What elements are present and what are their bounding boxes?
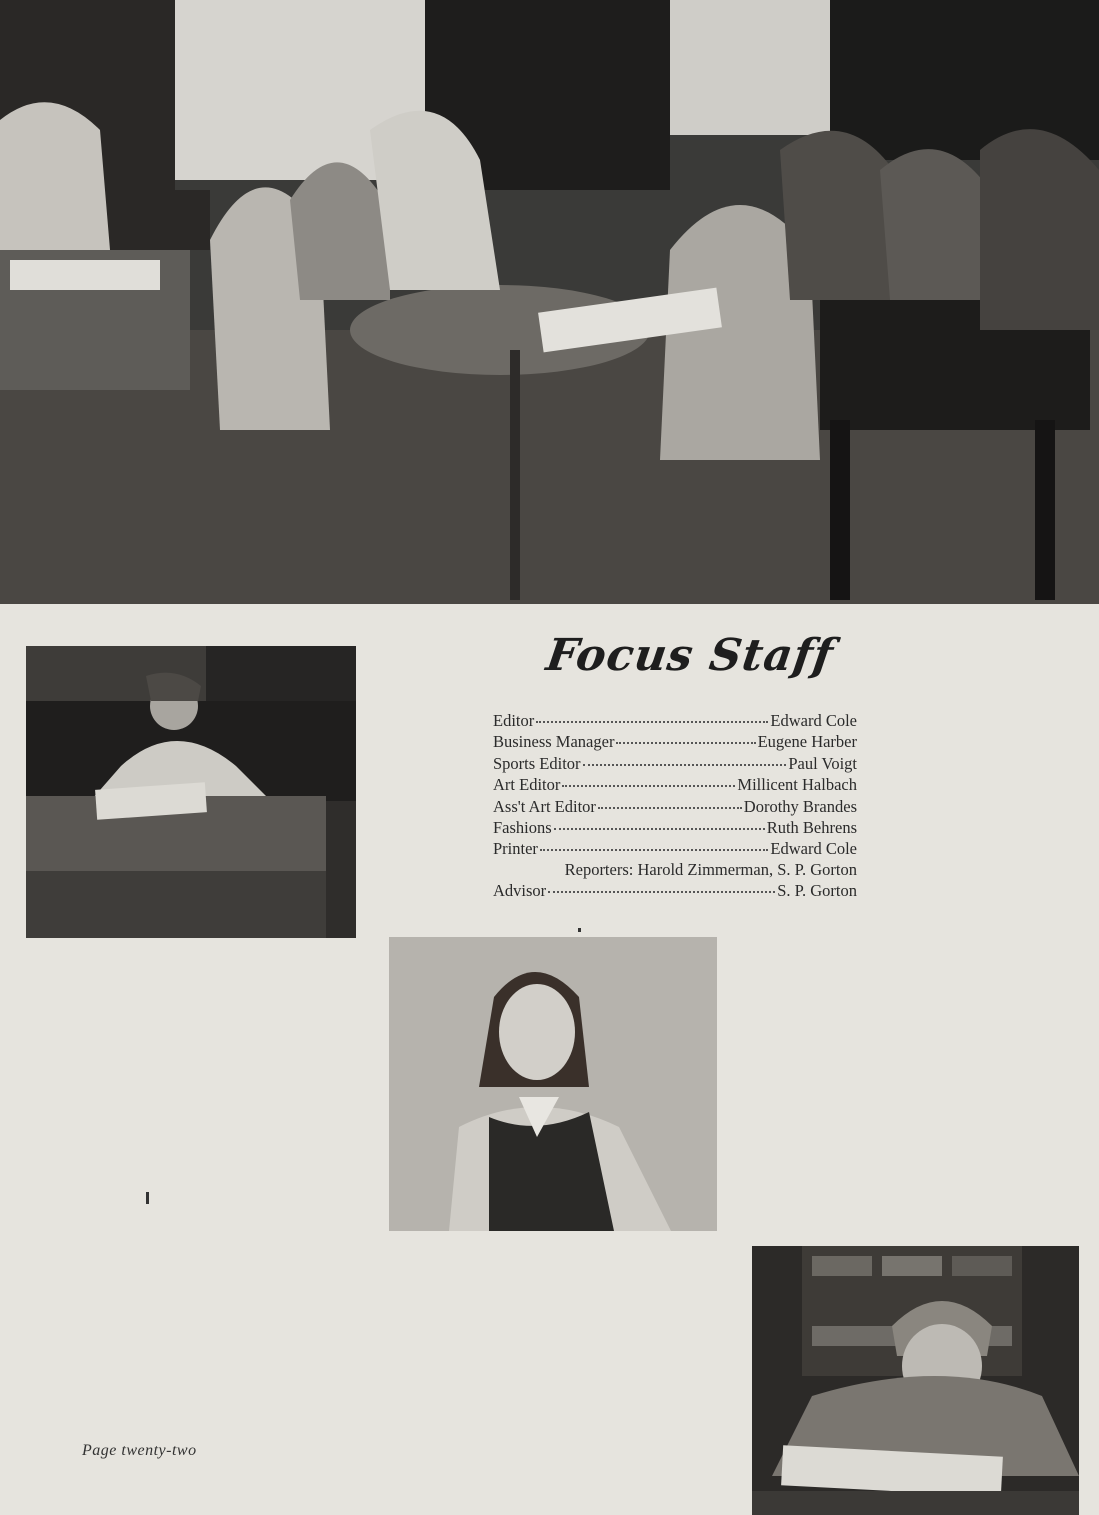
staff-name: Edward Cole: [770, 839, 857, 859]
staff-row-advisor: [493, 880, 857, 901]
photo-boy-writing: [752, 1246, 1079, 1515]
print-speck: [146, 1192, 149, 1204]
staff-name: Eugene Harber: [757, 732, 857, 752]
staff-role: Sports Editor: [493, 753, 581, 773]
leader-dots: [548, 877, 775, 893]
staff-name: Paul Voigt: [788, 753, 857, 773]
leader-dots: [583, 750, 787, 766]
leader-dots: [598, 793, 742, 809]
staff-role: Editor: [493, 711, 535, 730]
leader-dots: [616, 728, 755, 744]
page-title: Focus Staff: [543, 630, 837, 681]
staff-name: Ruth Behrens: [766, 818, 857, 838]
staff-role: Business Manager: [493, 732, 615, 752]
group-photo: [0, 0, 1099, 604]
staff-list: [493, 710, 857, 902]
leader-dots: [540, 835, 768, 851]
staff-role: Ass't Art Editor: [493, 796, 596, 816]
staff-role: Art Editor: [493, 775, 561, 795]
staff-role: Fashions: [493, 818, 552, 838]
leader-dots: [554, 814, 765, 830]
staff-role: Printer: [493, 839, 538, 859]
staff-name: S. P. Gorton: [777, 881, 857, 901]
reporters-text: Reporters: Harold Zimmerman, S. P. Gorton: [564, 859, 857, 879]
leader-dots: [536, 707, 768, 723]
photo-editor-at-desk: [26, 646, 356, 938]
photo-smiling-girl: [389, 937, 717, 1231]
staff-name: Millicent Halbach: [737, 775, 857, 795]
staff-row-printer: [493, 838, 857, 859]
print-speck: [578, 928, 581, 932]
leader-dots: [562, 771, 735, 787]
staff-name: Edward Cole: [770, 711, 857, 730]
staff-name: Dorothy Brandes: [743, 796, 857, 816]
page-number: Page twenty-two: [82, 1442, 197, 1459]
staff-role: Advisor: [493, 881, 547, 901]
